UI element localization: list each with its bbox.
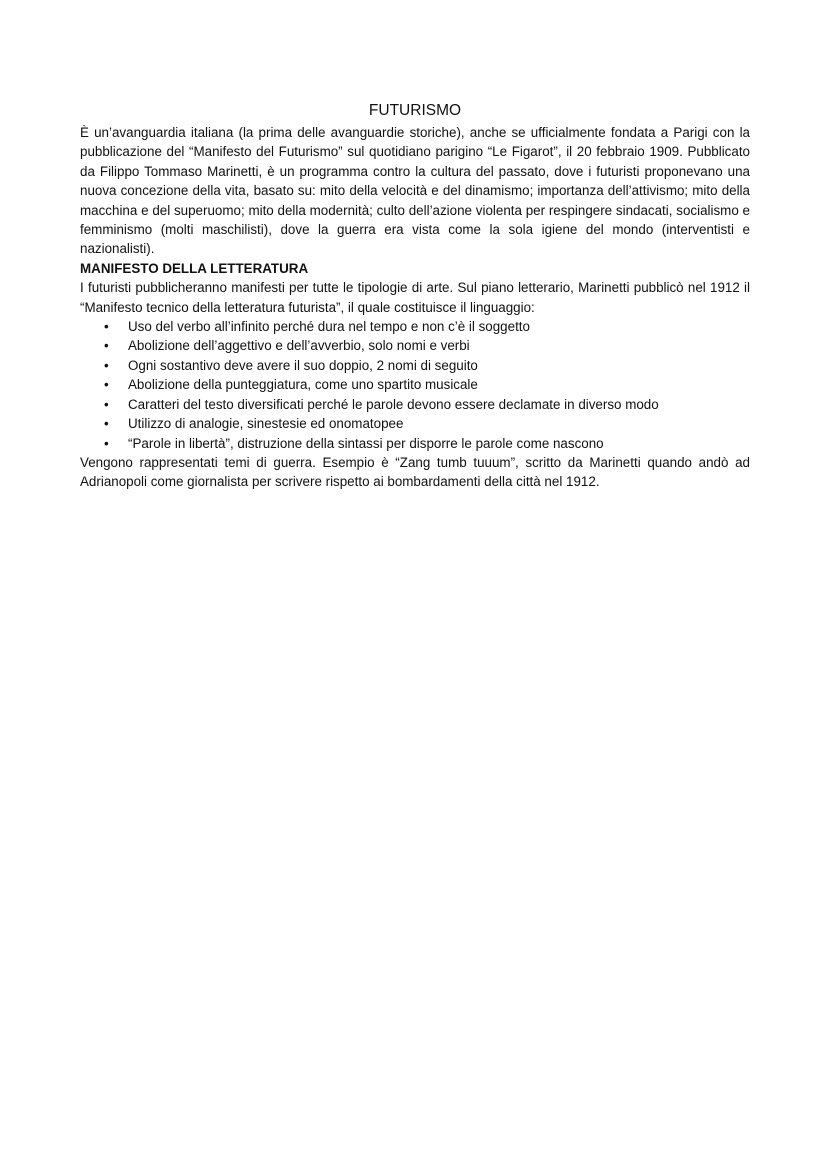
list-item-text: Ogni sostantivo deve avere il suo doppio, 2 nomi di seguito: [128, 357, 478, 373]
list-item-text: Uso del verbo all’infinito perché dura nel tempo e non c’è il soggetto: [128, 319, 530, 335]
list-item: [80, 375, 750, 394]
bullet-icon: •: [104, 319, 109, 335]
list-item-text: “Parole in libertà”, distruzione della sintassi per disporre le parole come nascono: [128, 435, 604, 451]
section-intro-paragraph: I futuristi pubblicheranno manifesti per tutte le tipologie di arte. Sul piano letterario, Marinetti pubblicò nel 1912 il “Manifesto tecnico della letteratura futurista”, il quale costituisce il linguaggio:: [80, 280, 750, 315]
list-item: [80, 414, 750, 433]
intro-paragraph: È un’avanguardia italiana (la prima delle avanguardie storiche), anche se ufficialmente fondata a Parigi con la pubblicazione del “Manifesto del Futurismo” sul quotidiano parigino “Le Figarot”, il 20 febbraio 1909. Pubblicato da Filippo Tommaso Marinetti, è un programma contro la cultura del passato, dove i futuristi proponevano una nuova concezione della vita, basato su: mito della velocità e del dinamismo; importanza dell’attivismo; mito della macchina e del superuomo; mito della modernità; culto dell’azione violenta per respingere sindacati, socialismo e femminismo (molti maschilisti), dove la guerra era vista come la sola igiene del mondo (interventisti e nazionalisti).: [80, 125, 750, 257]
bullet-icon: •: [104, 396, 109, 412]
list-item: [80, 317, 750, 336]
list-item-text: Caratteri del testo diversificati perché le parole devono essere declamate in diverso modo: [128, 396, 659, 412]
list-item: [80, 434, 750, 453]
bullet-icon: •: [104, 377, 109, 393]
bullet-icon: •: [104, 416, 109, 432]
list-item: [80, 336, 750, 355]
bullet-list: [80, 317, 750, 453]
bullet-icon: •: [104, 435, 109, 451]
list-item-text: Abolizione dell’aggettivo e dell’avverbio, solo nomi e verbi: [128, 338, 470, 354]
bullet-icon: •: [104, 357, 109, 373]
document-page: [80, 101, 750, 492]
document-title: FUTURISMO: [368, 102, 462, 119]
list-item: [80, 356, 750, 375]
list-item-text: Abolizione della punteggiatura, come uno spartito musicale: [128, 377, 478, 393]
section-heading: MANIFESTO DELLA LETTERATURA: [80, 260, 309, 276]
list-item-text: Utilizzo di analogie, sinestesie ed onomatopee: [128, 416, 404, 432]
closing-paragraph: Vengono rappresentati temi di guerra. Esempio è “Zang tumb tuuum”, scritto da Marinetti quando andò ad Adrianopoli come giornalista per scrivere rispetto ai bombardamenti della città nel 1912.: [80, 454, 750, 490]
bullet-icon: •: [104, 338, 109, 354]
list-item: [80, 395, 750, 414]
